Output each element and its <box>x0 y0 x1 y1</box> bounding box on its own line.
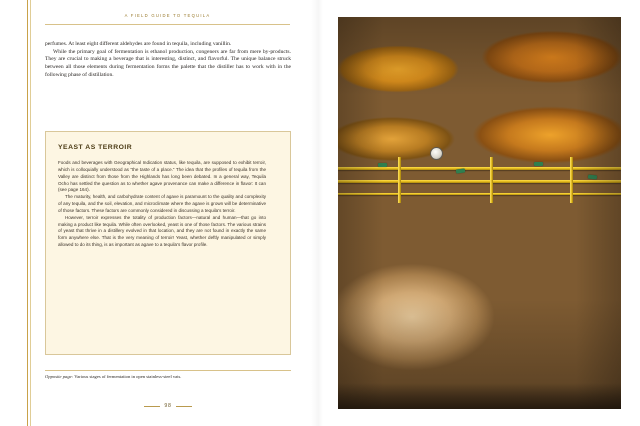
body-text-column <box>45 41 291 79</box>
running-head-rule <box>45 24 290 25</box>
body-paragraph: perfumes. At least eight different aldehydes are found in tequila, including vanillin. <box>45 41 232 47</box>
body-paragraph: While the primary goal of fermentation is ethanol production, congeners are far from mere by-products. They are crucial to making a beverage that is interesting, distinct, and flavorful. The unique balance struck between all those elements during fermentation forms the palette that the distiller has to work with in the following phase of distillation. <box>45 48 291 78</box>
running-head: A FIELD GUIDE TO TEQUILA <box>124 13 211 18</box>
folio-dash-right <box>176 406 192 407</box>
right-page <box>320 0 640 426</box>
sidebar-paragraph: The maturity, health, and carbohydrate content of agave is paramount to the quality and complexity of any tequila, and the soil, elevation, and microclimate where the agave is grown will be determinative of those factors. These factors are commonly considered in discussing a tequila’s terroir. <box>58 194 266 213</box>
sidebar-paragraph: However, terroir expresses the totality of production factors—natural and human—that go into making a product like tequila. While often overlooked, yeast is one of those factors. The various strains of yeast that thrive in a distillery evolved in that location, and they are not found in exactly the same form anywhere else. That is the very meaning of terroir! Yeast, whether deftly manipulated or simply allowed to do its thing, is as important as agave to a tequila’s flavor profile. <box>58 214 266 248</box>
sidebar-title: YEAST AS TERROIR <box>58 144 133 151</box>
fermentation-vats-photo <box>338 17 621 409</box>
page-border-rule-outer <box>27 0 28 426</box>
sidebar-body <box>58 160 266 249</box>
photo-caption <box>45 374 291 380</box>
folio-dash-left <box>144 406 160 407</box>
folio <box>45 400 291 412</box>
sidebar-paragraph: Foods and beverages with Geographical Indication status, like tequila, are supposed to exhibit terroir, which is colloquially understood as “the taste of a place.” The idea that the profiles of tequila from the Valley are distinct from those from the Highlands has long been debated. In a general way, Tequila Ocho has settled the question as to whether agave provenance can make a difference in flavor: It can (see page 164). <box>58 160 266 193</box>
caption-rule <box>45 370 291 371</box>
page-number: 98 <box>164 403 172 409</box>
caption-lead: Opposite page: <box>45 374 74 379</box>
caption-text: Various stages of fermentation in open stainless-steel vats. <box>73 374 182 379</box>
sidebar-callout-box <box>45 131 291 355</box>
page-border-rule-inner <box>30 0 31 426</box>
photo-vignette <box>338 17 621 409</box>
